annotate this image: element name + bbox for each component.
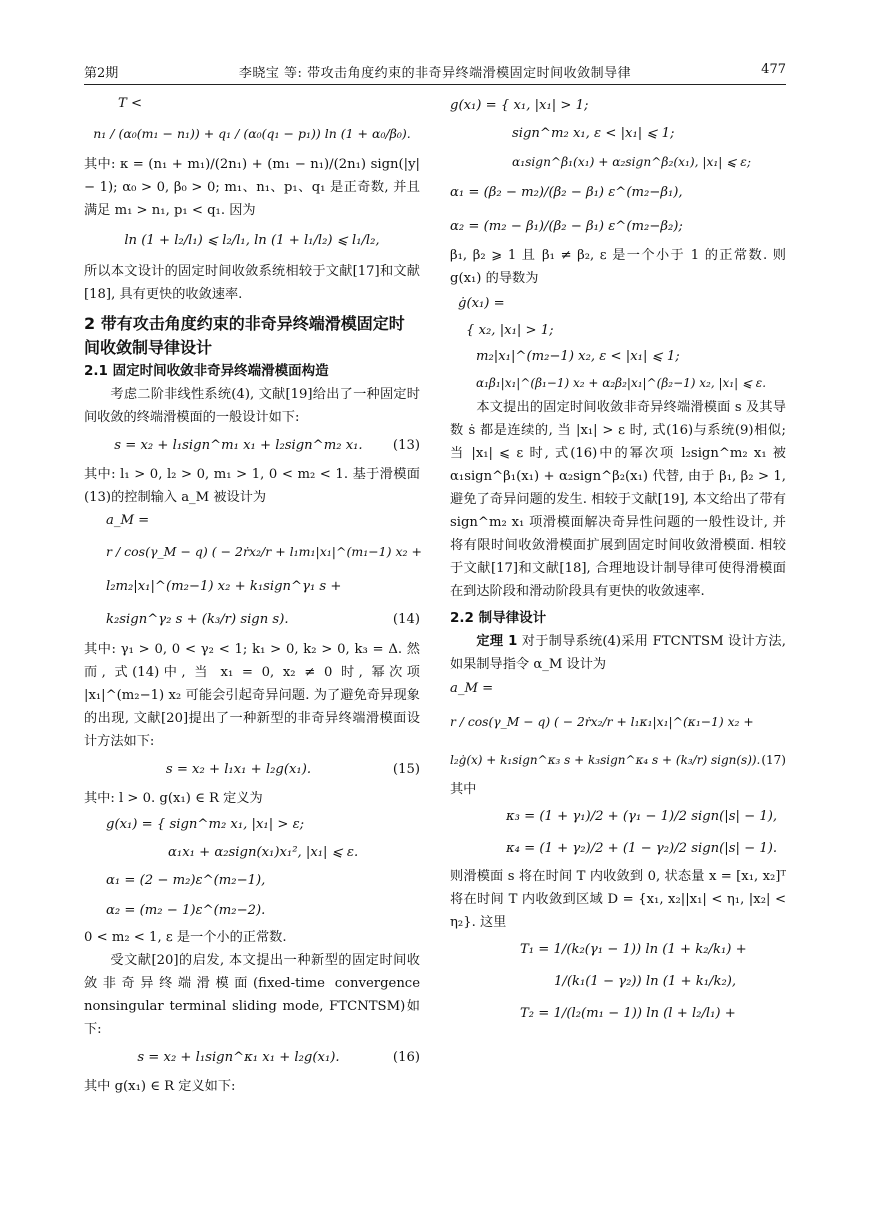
para-epsilon: 0 < m₂ < 1, ε 是一个小的正常数. [84,930,287,945]
section-2-title: 2 带有攻击角度约束的非奇异终端滑模固定时间收敛制导律设计 [84,314,405,357]
equation-13 [84,429,420,463]
eq14-line-b: r / cos(γ_M − q) ( − 2ṙx₂/r + l₁m₁|x₁|^(m₁−1) x₂ + [106,544,422,559]
issue-label: 第2期 [84,66,119,81]
left-column [84,92,420,1098]
eq-gdot-case3: α₁β₁|x₁|^(β₁−1) x₂ + α₂β₂|x₁|^(β₂−1) x₂, |x₁| ⩽ ε. [476,376,767,390]
eq-gdot-case2: m₂|x₁|^(m₂−1) x₂, ε < |x₁| ⩽ 1; [476,349,680,364]
eq17-line-c: l₂ġ(x) + k₁sign^κ₃ s + k₃sign^κ₄ s + (k₃/r) sign(s)). [450,753,761,767]
para-15-definition: 其中: l > 0. g(x₁) ∈ R 定义为 [84,791,263,806]
running-header [84,62,786,80]
equation-16-body: s = x₂ + l₁sign^κ₁ x₁ + l₂g(x₁). [137,1050,340,1065]
theorem-1-label: 定理 1 [476,634,518,649]
eq-g2-case3: α₁sign^β₁(x₁) + α₂sign^β₂(x₁), |x₁| ⩽ ε; [512,155,751,169]
para-beta: β₁, β₂ ⩾ 1 且 β₁ ≠ β₂, ε 是一个小于 1 的正常数. 则 g(x₁) 的导数为 [450,248,786,286]
para-16-definition: 其中 g(x₁) ∈ R 定义如下: [84,1079,236,1094]
eq14-line-d: k₂sign^γ₂ s + (k₃/r) sign s). [106,612,289,627]
equation-15-body: s = x₂ + l₁x₁ + l₂g(x₁). [165,762,312,777]
eq-alpha1-b: α₁ = (β₂ − m₂)/(β₂ − β₁) ε^(m₂−β₁), [450,185,683,200]
eq-T2-line-a: T₂ = 1/(l₂(m₁ − 1)) ln (l + l₂/l₁) + [520,1006,736,1021]
eq17-line-a: a_M = [450,681,494,696]
equation-17 [450,742,786,778]
eq-alpha2-b: α₂ = (m₂ − β₁)/(β₂ − β₁) ε^(m₂−β₂); [450,219,683,234]
para-convergence: 则滑模面 s 将在时间 T 内收敛到 0, 状态量 x = [x₁, x₂]ᵀ 将在时间 T 内收敛到区域 D = {x₁, x₂||x₁| < η₁, |x₂| < η₂}. 这里 [450,869,786,930]
eq-kappa4: κ₄ = (1 + γ₂)/2 + (1 − γ₂)/2 sign(|s| − 1). [506,841,778,856]
theorem-1-text: 对于制导系统(4)采用 FTCNTSM 设计方法, 如果制导指令 α_M 设计为 [450,634,786,672]
eq-alpha2-a: α₂ = (m₂ − 1)ε^(m₂−2). [106,903,266,918]
equation-15 [84,753,420,787]
theorem-1 [450,630,786,676]
para-system-4: 考虑二阶非线性系统(4), 文献[19]给出了一种固定时间收敛的终端滑模面的一般设计如下: [84,387,420,425]
equation-15-number: (15) [392,762,420,777]
para-inspired: 受文献[20]的启发, 本文提出一种新型的固定时间收敛非奇异终端滑模面(fixed-time convergence nonsingular terminal sliding mode, FTCNTSM)如下: [84,953,420,1037]
para-faster-rate: 所以本文设计的固定时间收敛系统相较于文献[17]和文献[18], 具有更快的收敛速率. [84,264,420,302]
eq14-line-a: a_M = [106,513,150,528]
eq-g1-case1: g(x₁) = { sign^m₂ x₁, |x₁| > ε; [106,817,305,832]
eq-T1-line-b: 1/(k₁(1 − γ₂)) ln (1 + k₁/k₂), [554,974,737,989]
equation-17-number: (17) [761,753,786,767]
eq-gdot-label: ġ(x₁) = [458,296,505,311]
eq14-line-c: l₂m₂|x₁|^(m₂−1) x₂ + k₁sign^γ₁ s + [106,579,342,594]
equation-13-number: (13) [392,438,420,453]
para-14-conditions: 其中: γ₁ > 0, 0 < γ₂ < 1; k₁ > 0, k₂ > 0, k₃ = Δ. 然而, 式(14)中, 当 x₁ = 0, x₂ ≠ 0 时, 幂次项 |x₁|^(m₂−1) x₂ 可能会引起奇异问题. 为了避免奇异现象的出现, 文献[20]提出了一种新型的非奇异终端滑模面设计方法如下: [84,642,420,749]
equation-16 [84,1041,420,1075]
header-rule [84,84,786,85]
eq-gdot-case1: { x₂, |x₁| > 1; [466,323,554,338]
para-continuity: 本文提出的固定时间收敛非奇异终端滑模面 s 及其导数 ṡ 都是连续的, 当 |x₁| > ε 时, 式(16)与系统(9)相似; 当 |x₁| ⩽ ε 时, 式(16)中的幂次项 l₂sign^m₂ x₁ 被 α₁sign^β₁(x₁) + α₂sign^β₂(x₁) 代替, 由于 β₁, β₂ > 1, 避免了奇异问题的发生. 相较于文献[19], 本文给出了带有 sign^m₂ x₁ 项滑模面解决奇异性问题的一般性设计, 并将有限时间收敛滑模面扩展到固定时间收敛滑模面. 相较于文献[17]和文献[18], 合理地设计制导律可使得滑模面在到达阶段和滑动阶段具有更快的收敛速率. [450,400,786,599]
right-column [450,92,786,1030]
eq-g1-case2: α₁x₁ + α₂sign(x₁)x₁², |x₁| ⩽ ε. [168,845,359,860]
subsection-2-2-title: 2.2 制导律设计 [450,610,547,626]
eq-T-bound-line2: n₁ / (α₀(m₁ − n₁)) + q₁ / (α₀(q₁ − p₁)) ln (1 + α₀/β₀). [93,126,411,141]
para-where: 其中 [450,782,477,797]
eq-T-bound-line1: T < [118,96,143,111]
equation-14-number: (14) [392,612,420,627]
eq-kappa3: κ₃ = (1 + γ₁)/2 + (γ₁ − 1)/2 sign(|s| − 1), [506,809,778,824]
eq-g2-case2: sign^m₂ x₁, ε < |x₁| ⩽ 1; [512,126,675,141]
para-kappa: 其中: κ = (n₁ + m₁)/(2n₁) + (m₁ − n₁)/(2n₁) sign(|y| − 1); α₀ > 0, β₀ > 0; m₁、n₁、p₁、q₁ 是正奇数, 并且满足 m₁ > n₁, p₁ < q₁. 因为 [84,157,420,218]
eq-alpha1-a: α₁ = (2 − m₂)ε^(m₂−1), [106,873,266,888]
equation-16-number: (16) [392,1050,420,1065]
equation-13-body: s = x₂ + l₁sign^m₁ x₁ + l₂sign^m₂ x₁. [114,438,363,453]
running-title: 李晓宝 等: 带攻击角度约束的非奇异终端滑模固定时间收敛制导律 [238,66,632,81]
eq-ln-inequality: ln (1 + l₂/l₁) ⩽ l₂/l₁, ln (1 + l₁/l₂) ⩽ l₁/l₂, [124,233,380,248]
eq-T1-line-a: T₁ = 1/(k₂(γ₁ − 1)) ln (1 + k₂/k₁) + [520,942,747,957]
equation-14 [84,602,420,638]
subsection-2-1-title: 2.1 固定时间收敛非奇异终端滑模面构造 [84,363,329,379]
para-13-conditions: 其中: l₁ > 0, l₂ > 0, m₁ > 1, 0 < m₂ < 1. 基于滑模面(13)的控制输入 a_M 被设计为 [84,467,420,505]
eq-g2-case1: g(x₁) = { x₁, |x₁| > 1; [450,98,589,113]
eq17-line-b: r / cos(γ_M − q) ( − 2ṙx₂/r + l₁κ₁|x₁|^(κ₁−1) x₂ + [450,715,754,729]
page-number: 477 [761,62,786,77]
